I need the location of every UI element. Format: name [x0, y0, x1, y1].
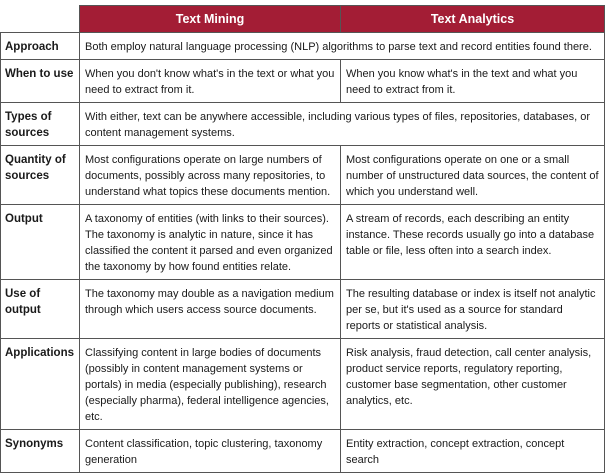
row-label-applications: Applications	[1, 339, 80, 430]
comparison-table	[0, 5, 605, 473]
row-label-quantity-of-sources: Quantity of sources	[1, 146, 80, 205]
shared-cell-types-of-sources: With either, text can be anywhere accessible, including various types of files, repositories, databases, or content management systems.	[80, 103, 605, 146]
header-row	[1, 6, 605, 33]
table-row	[1, 103, 605, 146]
analytics-cell-synonyms: Entity extraction, concept extraction, concept search	[341, 430, 605, 473]
mining-cell-synonyms: Content classification, topic clustering, taxonomy generation	[80, 430, 341, 473]
row-label-use-of-output: Use of output	[1, 280, 80, 339]
table-row	[1, 33, 605, 60]
shared-cell-approach: Both employ natural language processing (NLP) algorithms to parse text and record entities found there.	[80, 33, 605, 60]
table-row	[1, 146, 605, 205]
row-label-output: Output	[1, 205, 80, 280]
analytics-cell-when-to-use: When you know what's in the text and what you need to extract from it.	[341, 60, 605, 103]
table-row	[1, 205, 605, 280]
mining-cell-when-to-use: When you don't know what's in the text or what you need to extract from it.	[80, 60, 341, 103]
table-row	[1, 339, 605, 430]
mining-cell-applications: Classifying content in large bodies of documents (possibly in content management systems or portals) in media (especially publishing), research (especially pharma), federal intelligence agencies, etc.	[80, 339, 341, 430]
mining-cell-quantity-of-sources: Most configurations operate on large numbers of documents, possibly across many repositories, to understand what topics these documents mention.	[80, 146, 341, 205]
header-corner	[1, 6, 80, 33]
header-text-mining: Text Mining	[80, 6, 341, 33]
mining-cell-output: A taxonomy of entities (with links to their sources). The taxonomy is analytic in nature, since it has classified the content it parsed and even organized the taxonomy by how found entities relate.	[80, 205, 341, 280]
table-row	[1, 430, 605, 473]
row-label-when-to-use: When to use	[1, 60, 80, 103]
analytics-cell-applications: Risk analysis, fraud detection, call center analysis, product service reports, regulatory reporting, customer base segmentation, other customer analytics, etc.	[341, 339, 605, 430]
analytics-cell-use-of-output: The resulting database or index is itself not analytic per se, but it's used as a source for standard reports or statistical analysis.	[341, 280, 605, 339]
row-label-approach: Approach	[1, 33, 80, 60]
row-label-synonyms: Synonyms	[1, 430, 80, 473]
mining-cell-use-of-output: The taxonomy may double as a navigation medium through which users access source documents.	[80, 280, 341, 339]
analytics-cell-quantity-of-sources: Most configurations operate on one or a small number of unstructured data sources, the content of which you understand well.	[341, 146, 605, 205]
table-row	[1, 280, 605, 339]
analytics-cell-output: A stream of records, each describing an entity instance. These records usually go into a database table or file, less often into a search index.	[341, 205, 605, 280]
table-row	[1, 60, 605, 103]
header-text-analytics: Text Analytics	[341, 6, 605, 33]
row-label-types-of-sources: Types of sources	[1, 103, 80, 146]
